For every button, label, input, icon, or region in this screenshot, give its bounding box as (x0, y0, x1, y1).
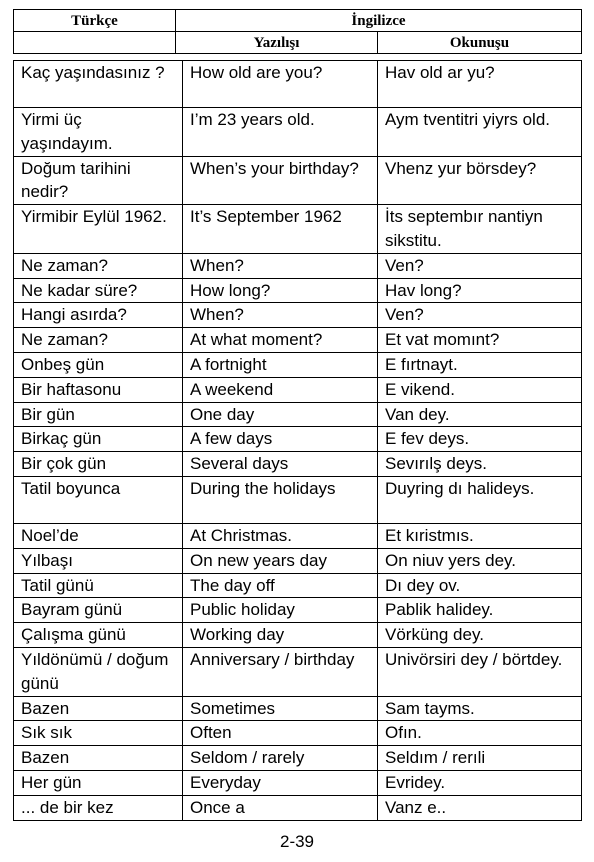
table-row (14, 61, 582, 108)
pronunciation-cell: E vikend. (378, 377, 582, 402)
header-pronunciation: Okunuşu (378, 32, 582, 54)
english-written-cell: The day off (183, 573, 378, 598)
pronunciation-cell: E fev deys. (378, 427, 582, 452)
pronunciation-cell: Evridey. (378, 770, 582, 795)
pronunciation-cell: Seldım / rerıli (378, 746, 582, 771)
english-written-cell: How long? (183, 278, 378, 303)
english-written-cell: Working day (183, 623, 378, 648)
pronunciation-cell: Vanz e.. (378, 795, 582, 820)
table-row (14, 108, 582, 157)
table-row (14, 205, 582, 254)
english-written-cell: A few days (183, 427, 378, 452)
pronunciation-cell: İts septembır nantiyn sikstitu. (378, 205, 582, 254)
turkish-cell: Yirmi üç yaşındayım. (14, 108, 183, 157)
pronunciation-cell: Ven? (378, 303, 582, 328)
turkish-cell: Bir gün (14, 402, 183, 427)
english-written-cell: On new years day (183, 548, 378, 573)
pronunciation-cell: On niuv yers dey. (378, 548, 582, 573)
table-row (14, 523, 582, 548)
english-written-cell: One day (183, 402, 378, 427)
table-row (14, 427, 582, 452)
pronunciation-cell: Et kıristmıs. (378, 523, 582, 548)
english-written-cell: Everyday (183, 770, 378, 795)
table-row (14, 352, 582, 377)
turkish-cell: Ne zaman? (14, 253, 183, 278)
header-english: İngilizce (176, 10, 582, 32)
english-written-cell: During the holidays (183, 476, 378, 523)
pronunciation-cell: Vörküng dey. (378, 623, 582, 648)
english-written-cell: When? (183, 253, 378, 278)
turkish-cell: Birkaç gün (14, 427, 183, 452)
pronunciation-cell: Hav long? (378, 278, 582, 303)
turkish-cell: Çalışma günü (14, 623, 183, 648)
table-row (14, 696, 582, 721)
table-row (14, 303, 582, 328)
turkish-cell: Doğum tarihini nedir? (14, 156, 183, 205)
pronunciation-cell: E fırtnayt. (378, 352, 582, 377)
table-row (14, 156, 582, 205)
pronunciation-cell: Dı dey ov. (378, 573, 582, 598)
pronunciation-cell: Sam tayms. (378, 696, 582, 721)
table-row (14, 598, 582, 623)
turkish-cell: Tatil günü (14, 573, 183, 598)
table-row (14, 746, 582, 771)
table-row (14, 623, 582, 648)
table-row (14, 573, 582, 598)
pronunciation-cell: Duyring dı halideys. (378, 476, 582, 523)
english-written-cell: When’s your birthday? (183, 156, 378, 205)
pronunciation-cell: Aym tventitri yiyrs old. (378, 108, 582, 157)
turkish-cell: Bir haftasonu (14, 377, 183, 402)
page-number: 2-39 (279, 832, 315, 851)
english-written-cell: Sometimes (183, 696, 378, 721)
turkish-cell: Hangi asırda? (14, 303, 183, 328)
turkish-cell: Bir çok gün (14, 452, 183, 477)
english-written-cell: It’s September 1962 (183, 205, 378, 254)
header-empty-cell (14, 32, 176, 54)
english-written-cell: How old are you? (183, 61, 378, 108)
turkish-cell: ... de bir kez (14, 795, 183, 820)
turkish-cell: Bayram günü (14, 598, 183, 623)
table-row (14, 721, 582, 746)
english-written-cell: At what moment? (183, 328, 378, 353)
table-row (14, 476, 582, 523)
turkish-cell: Ne kadar süre? (14, 278, 183, 303)
pronunciation-cell: Ofın. (378, 721, 582, 746)
turkish-cell: Ne zaman? (14, 328, 183, 353)
turkish-cell: Bazen (14, 746, 183, 771)
turkish-cell: Bazen (14, 696, 183, 721)
table-row (14, 452, 582, 477)
table-row (14, 647, 582, 696)
turkish-cell: Her gün (14, 770, 183, 795)
pronunciation-cell: Ven? (378, 253, 582, 278)
english-written-cell: Seldom / rarely (183, 746, 378, 771)
turkish-cell: Kaç yaşındasınız ? (14, 61, 183, 108)
english-written-cell: Often (183, 721, 378, 746)
turkish-cell: Tatil boyunca (14, 476, 183, 523)
english-written-cell: Once a (183, 795, 378, 820)
pronunciation-cell: Pablik halidey. (378, 598, 582, 623)
english-written-cell: When? (183, 303, 378, 328)
english-written-cell: Several days (183, 452, 378, 477)
pronunciation-cell: Van dey. (378, 402, 582, 427)
turkish-cell: Yıldönümü / doğum günü (14, 647, 183, 696)
table-row (14, 402, 582, 427)
pronunciation-cell: Sevırılş deys. (378, 452, 582, 477)
table-header (13, 9, 582, 54)
pronunciation-cell: Hav old ar yu? (378, 61, 582, 108)
turkish-cell: Sık sık (14, 721, 183, 746)
turkish-cell: Onbeş gün (14, 352, 183, 377)
header-turkish: Türkçe (14, 10, 176, 32)
table-row (14, 770, 582, 795)
vocabulary-table (13, 60, 582, 821)
pronunciation-cell: Univörsiri dey / börtdey. (378, 647, 582, 696)
turkish-cell: Yirmibir Eylül 1962. (14, 205, 183, 254)
header-written: Yazılışı (176, 32, 378, 54)
english-written-cell: A weekend (183, 377, 378, 402)
english-written-cell: A fortnight (183, 352, 378, 377)
pronunciation-cell: Vhenz yur börsdey? (378, 156, 582, 205)
turkish-cell: Noel’de (14, 523, 183, 548)
table-row (14, 278, 582, 303)
table-row (14, 795, 582, 820)
table-row (14, 377, 582, 402)
pronunciation-cell: Et vat momınt? (378, 328, 582, 353)
table-row (14, 253, 582, 278)
turkish-cell: Yılbaşı (14, 548, 183, 573)
table-row (14, 328, 582, 353)
table-row (14, 548, 582, 573)
english-written-cell: Public holiday (183, 598, 378, 623)
english-written-cell: At Christmas. (183, 523, 378, 548)
english-written-cell: I’m 23 years old. (183, 108, 378, 157)
english-written-cell: Anniversary / birthday (183, 647, 378, 696)
